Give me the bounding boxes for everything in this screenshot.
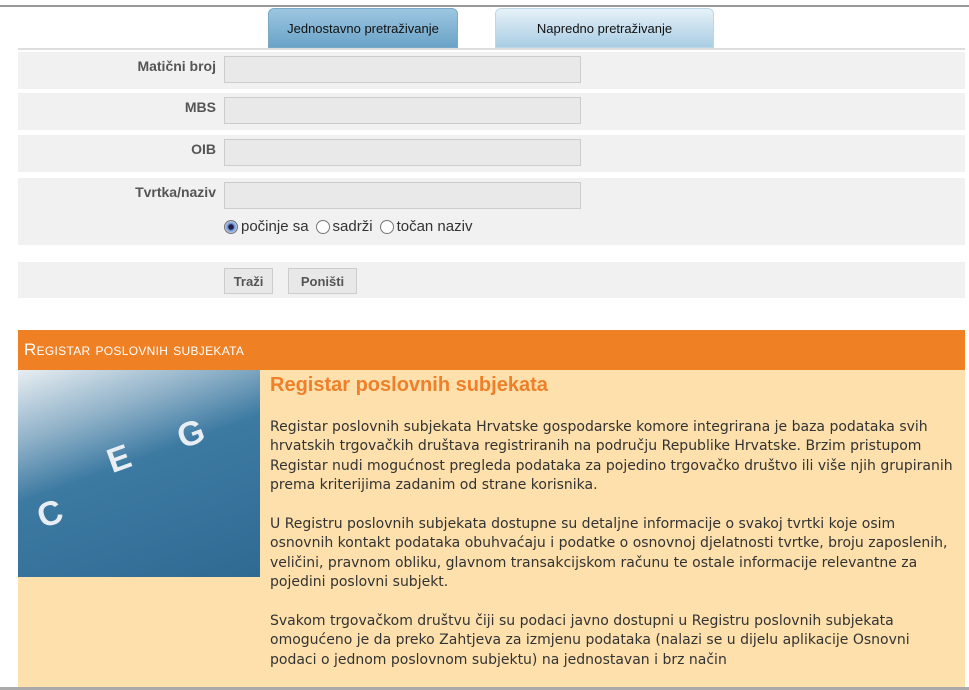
form-row-mbs xyxy=(18,93,965,130)
form-row-maticni-broj xyxy=(18,52,965,89)
paragraph: U Registru poslovnih subjekata dostupne su detaljne informacije o svakoj tvrtki koje osim osnovnih kontakt podataka obuhvaćaju i podatke o osnovnoj djelatnosti tvrtke, broju zaposlenih, veličini, pravnom obliku, glavnom transakcijskom računu te ostale informacije relevantne za pojedini poslovni subjekt. xyxy=(270,515,948,590)
mbs-label: MBS xyxy=(184,99,216,115)
tab-advanced-search[interactable]: Napredno pretraživanje xyxy=(495,8,714,48)
form-row-buttons xyxy=(18,262,965,298)
image-letter-g: G xyxy=(172,411,210,457)
mbs-input[interactable] xyxy=(224,97,581,124)
register-tabs-image xyxy=(18,370,260,577)
section-content xyxy=(18,370,965,690)
radio-pocinje-sa-label[interactable]: počinje sa xyxy=(241,218,309,235)
radio-sadrzi-label[interactable]: sadrži xyxy=(332,218,373,235)
section-title: Registar poslovnih subjekata xyxy=(270,374,548,396)
radio-tocan-naziv[interactable] xyxy=(380,220,394,234)
tvrtka-label: Tvrtka/naziv xyxy=(135,184,216,200)
tab-simple-search[interactable]: Jednostavno pretraživanje xyxy=(268,8,458,48)
section-header: Registar poslovnih subjekata xyxy=(18,330,965,370)
search-button[interactable]: Traži xyxy=(224,268,273,294)
form-row-oib xyxy=(18,135,965,172)
tvrtka-input[interactable] xyxy=(224,182,581,209)
maticni-broj-input[interactable] xyxy=(224,56,581,83)
reset-button[interactable]: Poništi xyxy=(288,268,357,294)
oib-input[interactable] xyxy=(224,139,581,166)
tab-divider xyxy=(18,48,965,50)
radio-sadrzi[interactable] xyxy=(316,220,330,234)
paragraph: Svakom trgovačkom društvu čiji su podaci javno dostupni u Registru poslovnih subjekata omogućeno je da preko Zahtjeva za izmjenu podataka (nalazi se u dijelu aplikacije Osnovni podaci o jednom poslovnom subjektu) na jednostavan i brz način xyxy=(270,612,910,668)
image-letter-c: C xyxy=(32,491,69,537)
maticni-broj-label: Matični broj xyxy=(137,58,216,74)
paragraph: Registar poslovnih subjekata Hrvatske gospodarske komore integrirana je baza podataka svih hrvatskih trgovačkih društava registriranih na području Republike Hrvatske. Brzim pristupom Registar nudi mogućnost pregleda podataka za pojedino trgovačko društvo ili više njih grupiranih prema kriterijima zadanim od strane korisnika. xyxy=(270,418,953,493)
match-mode-radio-group xyxy=(224,218,472,235)
image-letter-e: E xyxy=(102,437,137,481)
radio-pocinje-sa[interactable] xyxy=(224,220,238,234)
top-divider xyxy=(0,5,969,7)
section-text xyxy=(270,376,960,689)
form-row-tvrtka xyxy=(18,178,965,245)
radio-tocan-naziv-label[interactable]: točan naziv xyxy=(396,218,473,235)
oib-label: OIB xyxy=(191,141,216,157)
